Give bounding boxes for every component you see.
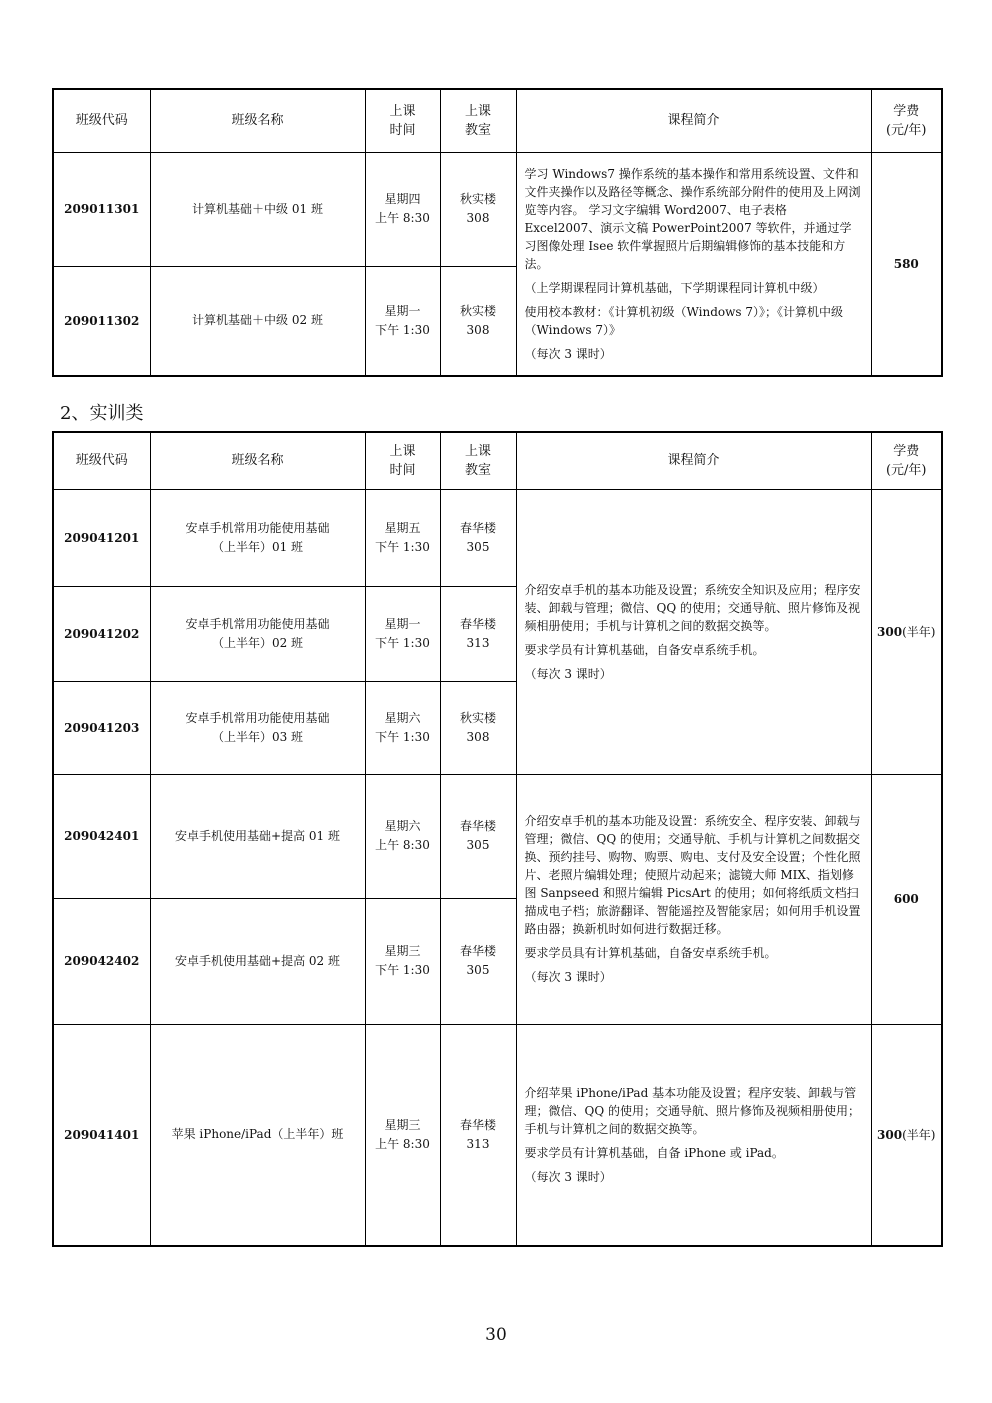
class-time: 星期一 下午 1:30 [365, 586, 440, 681]
class-name: 计算机基础＋中级 01 班 [150, 152, 365, 266]
class-time: 星期六 上午 8:30 [365, 774, 440, 898]
table-header-row [53, 432, 942, 489]
class-code: 209041201 [53, 489, 150, 586]
class-code: 209042402 [53, 898, 150, 1024]
course-description: 学习 Windows7 操作系统的基本操作和常用系统设置、文件和文件夹操作以及路径等概念、操作系统部分附件的使用及上网浏览等内容。 学习文字编辑 Word2007、电子表格 Excel2007、演示文稿 PowerPoint2007 等软件，并通过学习图像处理 Isee 软件掌握照片后期编辑修饰的基本技能和方法。 （上学期课程同计算机基础，下学期课程同计算机中级） 使用校本教材：《计算机初级（Windows 7）》；《计算机中级（Windows 7）》 （每次 3 课时） [516, 152, 871, 376]
header-name: 班级名称 [150, 89, 365, 152]
header-time: 上课 时间 [365, 432, 440, 489]
tuition-fee: 580 [871, 152, 942, 376]
header-name: 班级名称 [150, 432, 365, 489]
course-description: 介绍安卓手机的基本功能及设置；系统安全知识及应用；程序安装、卸载与管理；微信、QQ 的使用；交通导航、照片修饰及视频相册使用；手机与计算机之间的数据交换等。 要求学员有计算机基础，自备安卓系统手机。 （每次 3 课时） [516, 489, 871, 774]
class-time: 星期一 下午 1:30 [365, 266, 440, 376]
class-room: 春华楼 305 [440, 898, 516, 1024]
header-room: 上课 教室 [440, 432, 516, 489]
class-time: 星期三 下午 1:30 [365, 898, 440, 1024]
header-time: 上课 时间 [365, 89, 440, 152]
page-number: 30 [485, 1325, 507, 1345]
class-name: 安卓手机使用基础+提高 02 班 [150, 898, 365, 1024]
class-room: 春华楼 305 [440, 489, 516, 586]
class-name: 计算机基础＋中级 02 班 [150, 266, 365, 376]
class-time: 星期五 下午 1:30 [365, 489, 440, 586]
class-room: 春华楼 305 [440, 774, 516, 898]
course-description: 介绍安卓手机的基本功能及设置：系统安全、程序安装、卸载与管理；微信、QQ 的使用；交通导航、手机与计算机之间数据交换、预约挂号、购物、购票、购电、支付及安全设置；个性化照片、老照片编辑处理；使照片动起来；滤镜大师 MIX、指划修图 Sanpseed 和照片编辑 PicsArt 的使用；如何将纸质文档扫描成电子档；旅游翻译、智能遥控及智能家居；如何用手机设置路由器；换新机时如何进行数据迁移。 要求学员具有计算机基础，自备安卓系统手机。 （每次 3 课时） [516, 774, 871, 1024]
tuition-fee: 300(半年) [871, 489, 942, 774]
class-room: 秋实楼 308 [440, 152, 516, 266]
class-code: 209011302 [53, 266, 150, 376]
class-room: 秋实楼 308 [440, 681, 516, 774]
class-room: 春华楼 313 [440, 1024, 516, 1246]
header-fee: 学费 (元/年) [871, 432, 942, 489]
header-fee: 学费 (元/年) [871, 89, 942, 152]
table-row [53, 489, 942, 586]
class-room: 秋实楼 308 [440, 266, 516, 376]
class-code: 209042401 [53, 774, 150, 898]
class-code: 209041202 [53, 586, 150, 681]
course-description: 介绍苹果 iPhone/iPad 基本功能及设置；程序安装、卸载与管理；微信、QQ 的使用；交通导航、照片修饰及视频相册使用；手机与计算机之间的数据交换等。 要求学员有计算机基础，自备 iPhone 或 iPad。 （每次 3 课时） [516, 1024, 871, 1246]
class-time: 星期四 上午 8:30 [365, 152, 440, 266]
table-header-row [53, 89, 942, 152]
class-code: 209041203 [53, 681, 150, 774]
class-code: 209041401 [53, 1024, 150, 1246]
class-time: 星期六 下午 1:30 [365, 681, 440, 774]
class-room: 春华楼 313 [440, 586, 516, 681]
course-table-practical [52, 431, 943, 1247]
class-name: 安卓手机常用功能使用基础 （上半年）03 班 [150, 681, 365, 774]
class-name: 安卓手机使用基础+提高 01 班 [150, 774, 365, 898]
table-row [53, 1024, 942, 1246]
header-code: 班级代码 [53, 89, 150, 152]
tuition-fee: 300(半年) [871, 1024, 942, 1246]
header-code: 班级代码 [53, 432, 150, 489]
class-name: 安卓手机常用功能使用基础 （上半年）02 班 [150, 586, 365, 681]
class-name: 安卓手机常用功能使用基础 （上半年）01 班 [150, 489, 365, 586]
header-room: 上课 教室 [440, 89, 516, 152]
class-code: 209011301 [53, 152, 150, 266]
tuition-fee: 600 [871, 774, 942, 1024]
table-row [53, 152, 942, 266]
section-title: 2、实训类 [60, 403, 144, 424]
course-table-computer [52, 88, 943, 377]
header-desc: 课程简介 [516, 89, 871, 152]
class-name: 苹果 iPhone/iPad（上半年）班 [150, 1024, 365, 1246]
header-desc: 课程简介 [516, 432, 871, 489]
table-row [53, 774, 942, 898]
class-time: 星期三 上午 8:30 [365, 1024, 440, 1246]
